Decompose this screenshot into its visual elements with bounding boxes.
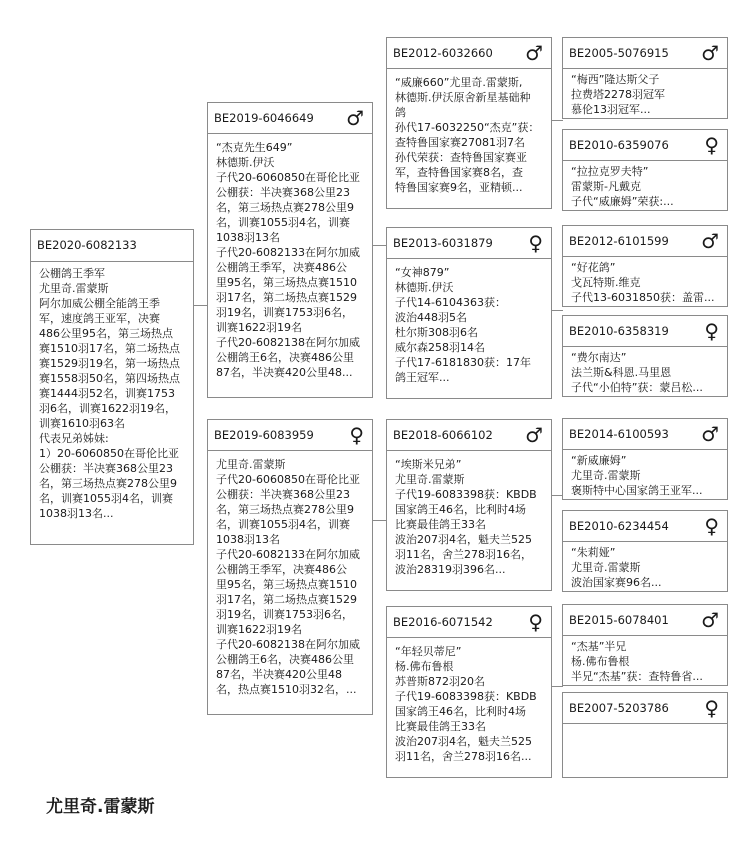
- great-grandparent-card: [562, 692, 728, 778]
- card-text: “朱莉娅” 尤里奇.雷蒙斯 波治国家赛96名...: [571, 546, 662, 589]
- female-icon: ♀: [704, 133, 719, 157]
- female-icon: ♀: [349, 423, 364, 447]
- card-text: “年轻贝蒂尼” 杨.佛布鲁根 苏普斯872羽20名 子代19-6083398获：KBDB 国家鸽王46名，比利时4场 比赛最佳鸽王33名 波治207羽4名，魁夫兰525 羽11名，舍兰278羽16名...: [395, 645, 537, 763]
- great-grandparent-card: [562, 418, 728, 500]
- ring-number: BE2019-6083959: [214, 428, 314, 442]
- grandsire-maternal-card: [386, 419, 552, 591]
- card-text: “梅西”隆达斯父子 拉费塔2278羽冠军 慕伦13羽冠军...: [571, 73, 665, 116]
- ring-number: BE2014-6100593: [569, 427, 669, 441]
- male-icon: ♂: [701, 608, 719, 632]
- ring-number: BE2012-6101599: [569, 234, 669, 248]
- male-icon: ♂: [701, 229, 719, 253]
- card-text: “拉拉克罗夫特” 雷蒙斯-凡戴克 子代“威廉姆”荣获:...: [571, 165, 674, 208]
- owner-name: 尤里奇.雷蒙斯: [46, 797, 155, 817]
- dam-card: [207, 419, 373, 715]
- pedigree-subject-card: [30, 229, 194, 545]
- great-grandparent-card: [562, 604, 728, 686]
- granddam-maternal-card: [386, 606, 552, 778]
- card-text: 尤里奇.雷蒙斯 子代20-6060850在哥伦比亚 公棚获：半决赛368公里23 名，第三场热点赛278公里9 名，训赛1055羽4名，训赛 1038羽13名 子代20-6082133在阿尔加威 公棚鸽王季军，决赛486公 里95名，第三场热点赛1510 羽17名，第二场热点赛1529 羽19名，训赛1753羽6名， 训赛1622羽19名 子代20-6082138在阿尔加威 公棚鸽王6名，决赛486公里 87名，半决赛420公里48 名，热点赛1510羽32名，...: [216, 458, 360, 696]
- male-icon: ♂: [701, 422, 719, 446]
- ring-number: BE2005-5076915: [569, 46, 669, 60]
- male-icon: ♂: [525, 423, 543, 447]
- card-text: “杰基”半兄 杨.佛布鲁根 半兄“杰基”获：查特鲁省...: [571, 640, 703, 683]
- card-text: “埃斯米兄弟” 尤里奇.雷蒙斯 子代19-6083398获：KBDB 国家鸽王46名，比利时4场 比赛最佳鸽王33名 波治207羽4名，魁夫兰525 羽11名，舍兰278羽16名， 波治28319羽396名...: [395, 458, 537, 576]
- ring-number: BE2010-6234454: [569, 519, 669, 533]
- card-text: “新威廉姆” 尤里奇.雷蒙斯 褒斯特中心国家鸽王亚军...: [571, 454, 703, 497]
- male-icon: ♂: [525, 41, 543, 65]
- ring-number: BE2018-6066102: [393, 428, 493, 442]
- ring-number: BE2012-6032660: [393, 46, 493, 60]
- card-text: “杰克先生649” 林德斯.伊沃 子代20-6060850在哥伦比亚 公棚获：半决赛368公里23 名，第三场热点赛278公里9 名，训赛1055羽4名，训赛 1038羽13名 子代20-6082133在阿尔加威 公棚鸽王季军，决赛486公 里95名，第三场热点赛1510 羽17名，第二场热点赛1529 羽19名，训赛1753羽6名， 训赛1622羽19名 子代20-6082138在阿尔加威 公棚鸽王6名，决赛486公里 87名，半决赛420公里48...: [216, 141, 360, 379]
- ring-number: BE2015-6078401: [569, 613, 669, 627]
- great-grandparent-card: [562, 129, 728, 211]
- ring-number: BE2013-6031879: [393, 236, 493, 250]
- great-grandparent-card: [562, 225, 728, 307]
- granddam-paternal-card: [386, 227, 552, 399]
- ring-number: BE2010-6359076: [569, 138, 669, 152]
- female-icon: ♀: [528, 610, 543, 634]
- female-icon: ♀: [704, 696, 719, 720]
- great-grandparent-card: [562, 37, 728, 119]
- female-icon: ♀: [704, 514, 719, 538]
- great-grandparent-card: [562, 510, 728, 592]
- card-text: “威廉660”尤里奇.雷蒙斯, 林德斯.伊沃原舍新星基础种 鸽 孙代17-6032250“杰克”获： 查特鲁国家赛27081羽7名 孙代荣获：查特鲁国家赛亚 军，查特鲁国家赛8名，查 特鲁国家赛9名，亚精顿...: [395, 76, 540, 194]
- male-icon: ♂: [701, 41, 719, 65]
- female-icon: ♀: [704, 319, 719, 343]
- great-grandparent-card: [562, 315, 728, 397]
- card-text: “女神879” 林德斯.伊沃 子代14-6104363获： 波治448羽5名 杜尔斯308羽6名 威尔森258羽14名 子代17-6181830获：17年 鸽王冠军...: [395, 266, 531, 384]
- ring-number: BE2016-6071542: [393, 615, 493, 629]
- card-text: “费尔南达” 法兰斯&科恩.马里恩 子代“小伯特”获：蒙吕松...: [571, 351, 703, 394]
- ring-number: BE2019-6046649: [214, 111, 314, 125]
- ring-number: BE2007-5203786: [569, 701, 669, 715]
- card-text: “好花鸽” 戈瓦特斯.维克 子代13-6031850获：盖雷...: [571, 261, 715, 304]
- sire-card: [207, 102, 373, 398]
- grandsire-paternal-card: [386, 37, 552, 209]
- card-text: 公棚鸽王季军 尤里奇.雷蒙斯 阿尔加威公棚全能鸽王季 军，速度鸽王亚军，决赛 486公里95名，第三场热点 赛1510羽17名，第二场热点 赛1529羽19名，第一场热点 赛1558羽50名，第四场热点 赛1444羽52名，训赛1753 羽6名，训赛1622羽19名， 训赛1610羽63名 代表兄弟姊妹: 1）20-6060850在哥伦比亚 公棚获：半决赛368公里23 名，第三场热点赛278公里9 名，训赛1055羽4名，训赛 1038羽13名...: [39, 267, 180, 520]
- male-icon: ♂: [346, 106, 364, 130]
- ring-number: BE2010-6358319: [569, 324, 669, 338]
- card-text: [563, 724, 727, 730]
- female-icon: ♀: [528, 231, 543, 255]
- ring-number: BE2020-6082133: [31, 230, 193, 262]
